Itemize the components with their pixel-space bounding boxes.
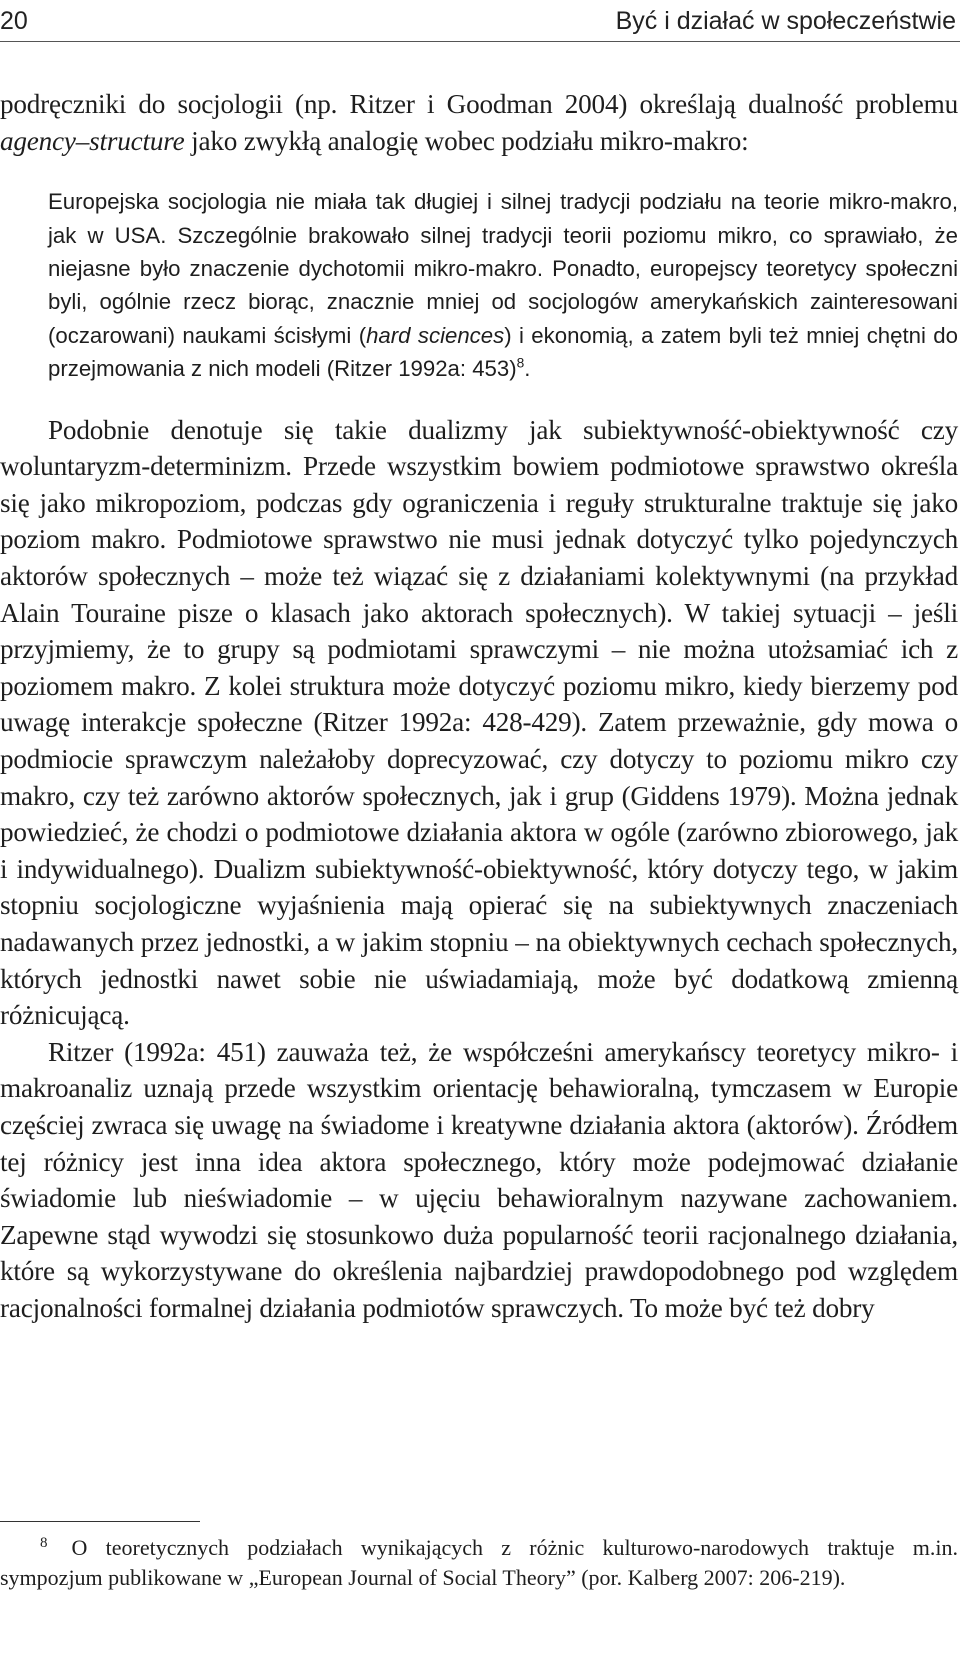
running-head-title: Być i działać w społeczeństwie — [615, 7, 956, 35]
paragraph-ritzer: Ritzer (1992a: 451) zauważa też, że współcześni amerykańscy teoretycy mikro- i makroanaliz uznają przede wszystkim orientację behawioralną, tymczasem w Europie częściej zwraca się uwagę na świadome i kreatywne działania aktora (aktorów). Źródłem tej różnicy jest inna idea aktora społecznego, który może podejmować działanie świadomie lub nieświadomie – w ujęciu behawioralnym nazywane zachowaniem. Zapewne stąd wywodzi się stosunkowo duża popularność teorii racjonalnego działania, które są wykorzystywane do określenia najbardziej prawdopodobnego pod względem racjonalności formalnej działania podmiotów sprawczych. To może być też dobry — [0, 1036, 958, 1323]
header-rule — [0, 41, 960, 42]
paragraph-intro-text-b: jako zwykłą analogię wobec podziału mikro-makro: — [184, 125, 749, 156]
body-text — [0, 86, 958, 1326]
paragraph-intro-text-a: podręczniki do socjologii (np. Ritzer i Goodman 2004) określają dualność problemu — [0, 89, 958, 119]
footnote-rule — [0, 1521, 200, 1522]
block-quote-text-c: . — [524, 356, 531, 382]
term-hard-sciences: hard sciences — [366, 322, 505, 348]
block-quote-text-b: ) i ekonomią, a zatem byli też mniej chętni do przejmowania z nich modeli (Ritzer 1992a: 453) — [48, 322, 958, 382]
running-head — [0, 4, 958, 40]
term-agency-structure: agency–structure — [0, 125, 185, 156]
footnote-reference[interactable]: 8 — [516, 355, 525, 371]
page-number: 20 — [0, 7, 28, 35]
block-quote — [48, 185, 958, 385]
block-quote-text-a: Europejska socjologia nie miała tak długiej i silnej tradycji podziału na teorie mikro-makro, jak w USA. Szczególnie brakowało silnej tradycji teorii poziomu mikro, co sprawiało, że niejasne było znaczenie dychotomii mikro-makro. Ponadto, europejscy teoretycy społeczni byli, ogólnie rzecz biorąc, znacznie mniej od socjologów amerykańskich zainteresowani (oczarowani) naukami ścisłymi ( — [48, 189, 958, 348]
paragraph-dualisms: Podobnie denotuje się takie dualizmy jak subiektywność-obiektywność czy woluntaryzm-determinizm. Przede wszystkim bowiem podmiotowe sprawstwo określa się jako mikropoziom, podczas gdy ograniczenia i reguły strukturalne traktuje się jako poziom makro. Podmiotowe sprawstwo nie musi jednak dotyczyć tylko pojedynczych aktorów społecznych – może też wiązać się z działaniami kolektywnymi (na przykład Alain Touraine pisze o klasach jako aktorach społecznych). W takiej sytuacji – jeśli przyjmiemy, że to grupy są podmiotami sprawczymi – nie można utożsamiać ich z poziomem makro. Z kolei struktura może dotyczyć poziomu mikro, kiedy bierzemy pod uwagę interakcje społeczne (Ritzer 1992a: 428-429). Zatem przeważnie, gdy mowa o podmiocie sprawczym należałoby doprecyzować, czy dotyczy to poziomu mikro czy makro, czy też zarówno aktorów społecznych, jak i grup (Giddens 1979). Można jednak powiedzieć, że chodzi o podmiotowe działania aktora w ogóle (zarówno zbiorowego, jak i indywidualnego). Dualizm subiektywność-obiektywność, który dotyczy tego, w jakim stopniu socjologiczne wyjaśnienia mają opierać się na subiektywnych znaczeniach nadawanych przez jednostki, a w jakim stopniu – na obiektywnych cechach społecznych, których jednostki nawet sobie nie uświadamiają, może być dodatkową zmienną różnicującą. — [0, 414, 958, 1031]
footnote-text: O teoretycznych podziałach wynikających z różnic kulturowo-narodowych traktuje m.in. sympozjum publikowane w „European Journal of Social Theory” (por. Kalberg 2007: 206-219). — [0, 1535, 958, 1590]
footnote-number: 8 — [40, 1534, 48, 1551]
paragraph-intro — [0, 86, 958, 159]
footnote — [0, 1533, 958, 1593]
